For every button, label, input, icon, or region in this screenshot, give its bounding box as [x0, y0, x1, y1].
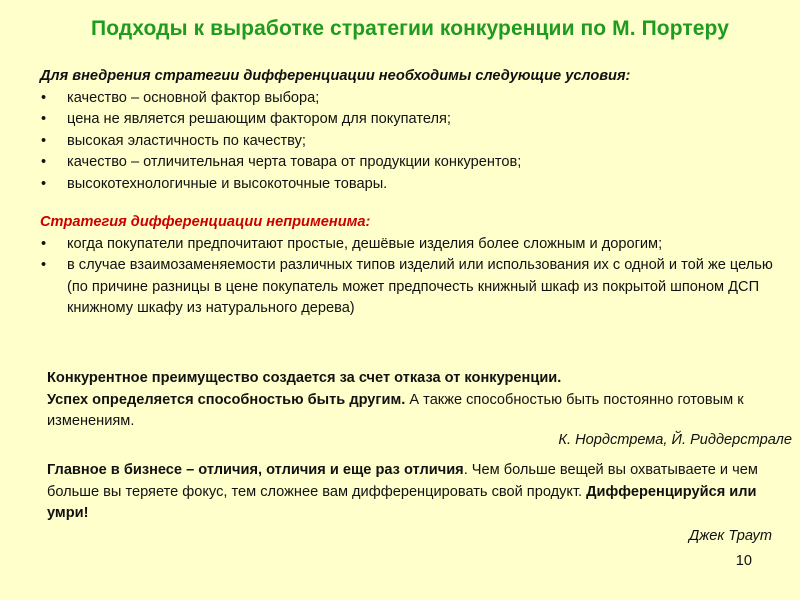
quote-author: К. Нордстрема, Й. Риддерстрале: [558, 432, 792, 448]
list-item: • когда покупатели предпочитают простые, дешёвые изделия более сложным и дорогим;: [40, 234, 780, 256]
conditions-heading: Для внедрения стратегии дифференциации необходимы следующие условия:: [40, 68, 631, 84]
differentiation-conditions: [40, 66, 780, 195]
list-item: • в случае взаимозаменяемости различных типов изделий или использования их с одной и той же целью (по причине разницы в цене покупатель может предпочесть книжный шкаф из покрытой шпоном ДСП книжному шкафу из натурального дерева): [40, 255, 780, 320]
quote-bold-text: Главное в бизнесе – отличия, отличия и еще раз отличия: [47, 462, 464, 478]
differentiation-inapplicable: [40, 212, 780, 320]
slide-title: Подходы к выработке стратегии конкуренции по М. Портеру: [91, 17, 729, 40]
quote-trout: [47, 460, 767, 525]
list-item: • качество – основной фактор выбора;: [40, 88, 780, 110]
list-item: • высокая эластичность по качеству;: [40, 131, 780, 153]
inapplicable-list: [40, 234, 780, 320]
quote-text: А также способностью быть постоянно готовым к изменениям.: [47, 391, 744, 429]
list-item: • высокотехнологичные и высокоточные товары.: [40, 174, 780, 196]
conditions-list: [40, 88, 780, 196]
list-item: • качество – отличительная черта товара от продукции конкурентов;: [40, 152, 780, 174]
inapplicable-heading: Стратегия дифференциации неприменима:: [40, 214, 371, 230]
page-number: 10: [735, 553, 752, 569]
list-item: • цена не является решающим фактором для покупателя;: [40, 109, 780, 131]
quote-bold-line: Конкурентное преимущество создается за счет отказа от конкуренции.: [47, 370, 562, 386]
quote-bold-line: Успех определяется способностью быть другим.: [47, 391, 406, 408]
quote-text: . Чем больше вещей вы охватываете и чем больше вы теряете фокус, тем сложнее вам дифференцировать свой продукт.: [47, 462, 758, 500]
quote-nordstrom: [47, 368, 767, 433]
quote-bold-text: Дифференцируйся или умри!: [47, 483, 757, 521]
quote-author: Джек Траут: [688, 528, 772, 544]
